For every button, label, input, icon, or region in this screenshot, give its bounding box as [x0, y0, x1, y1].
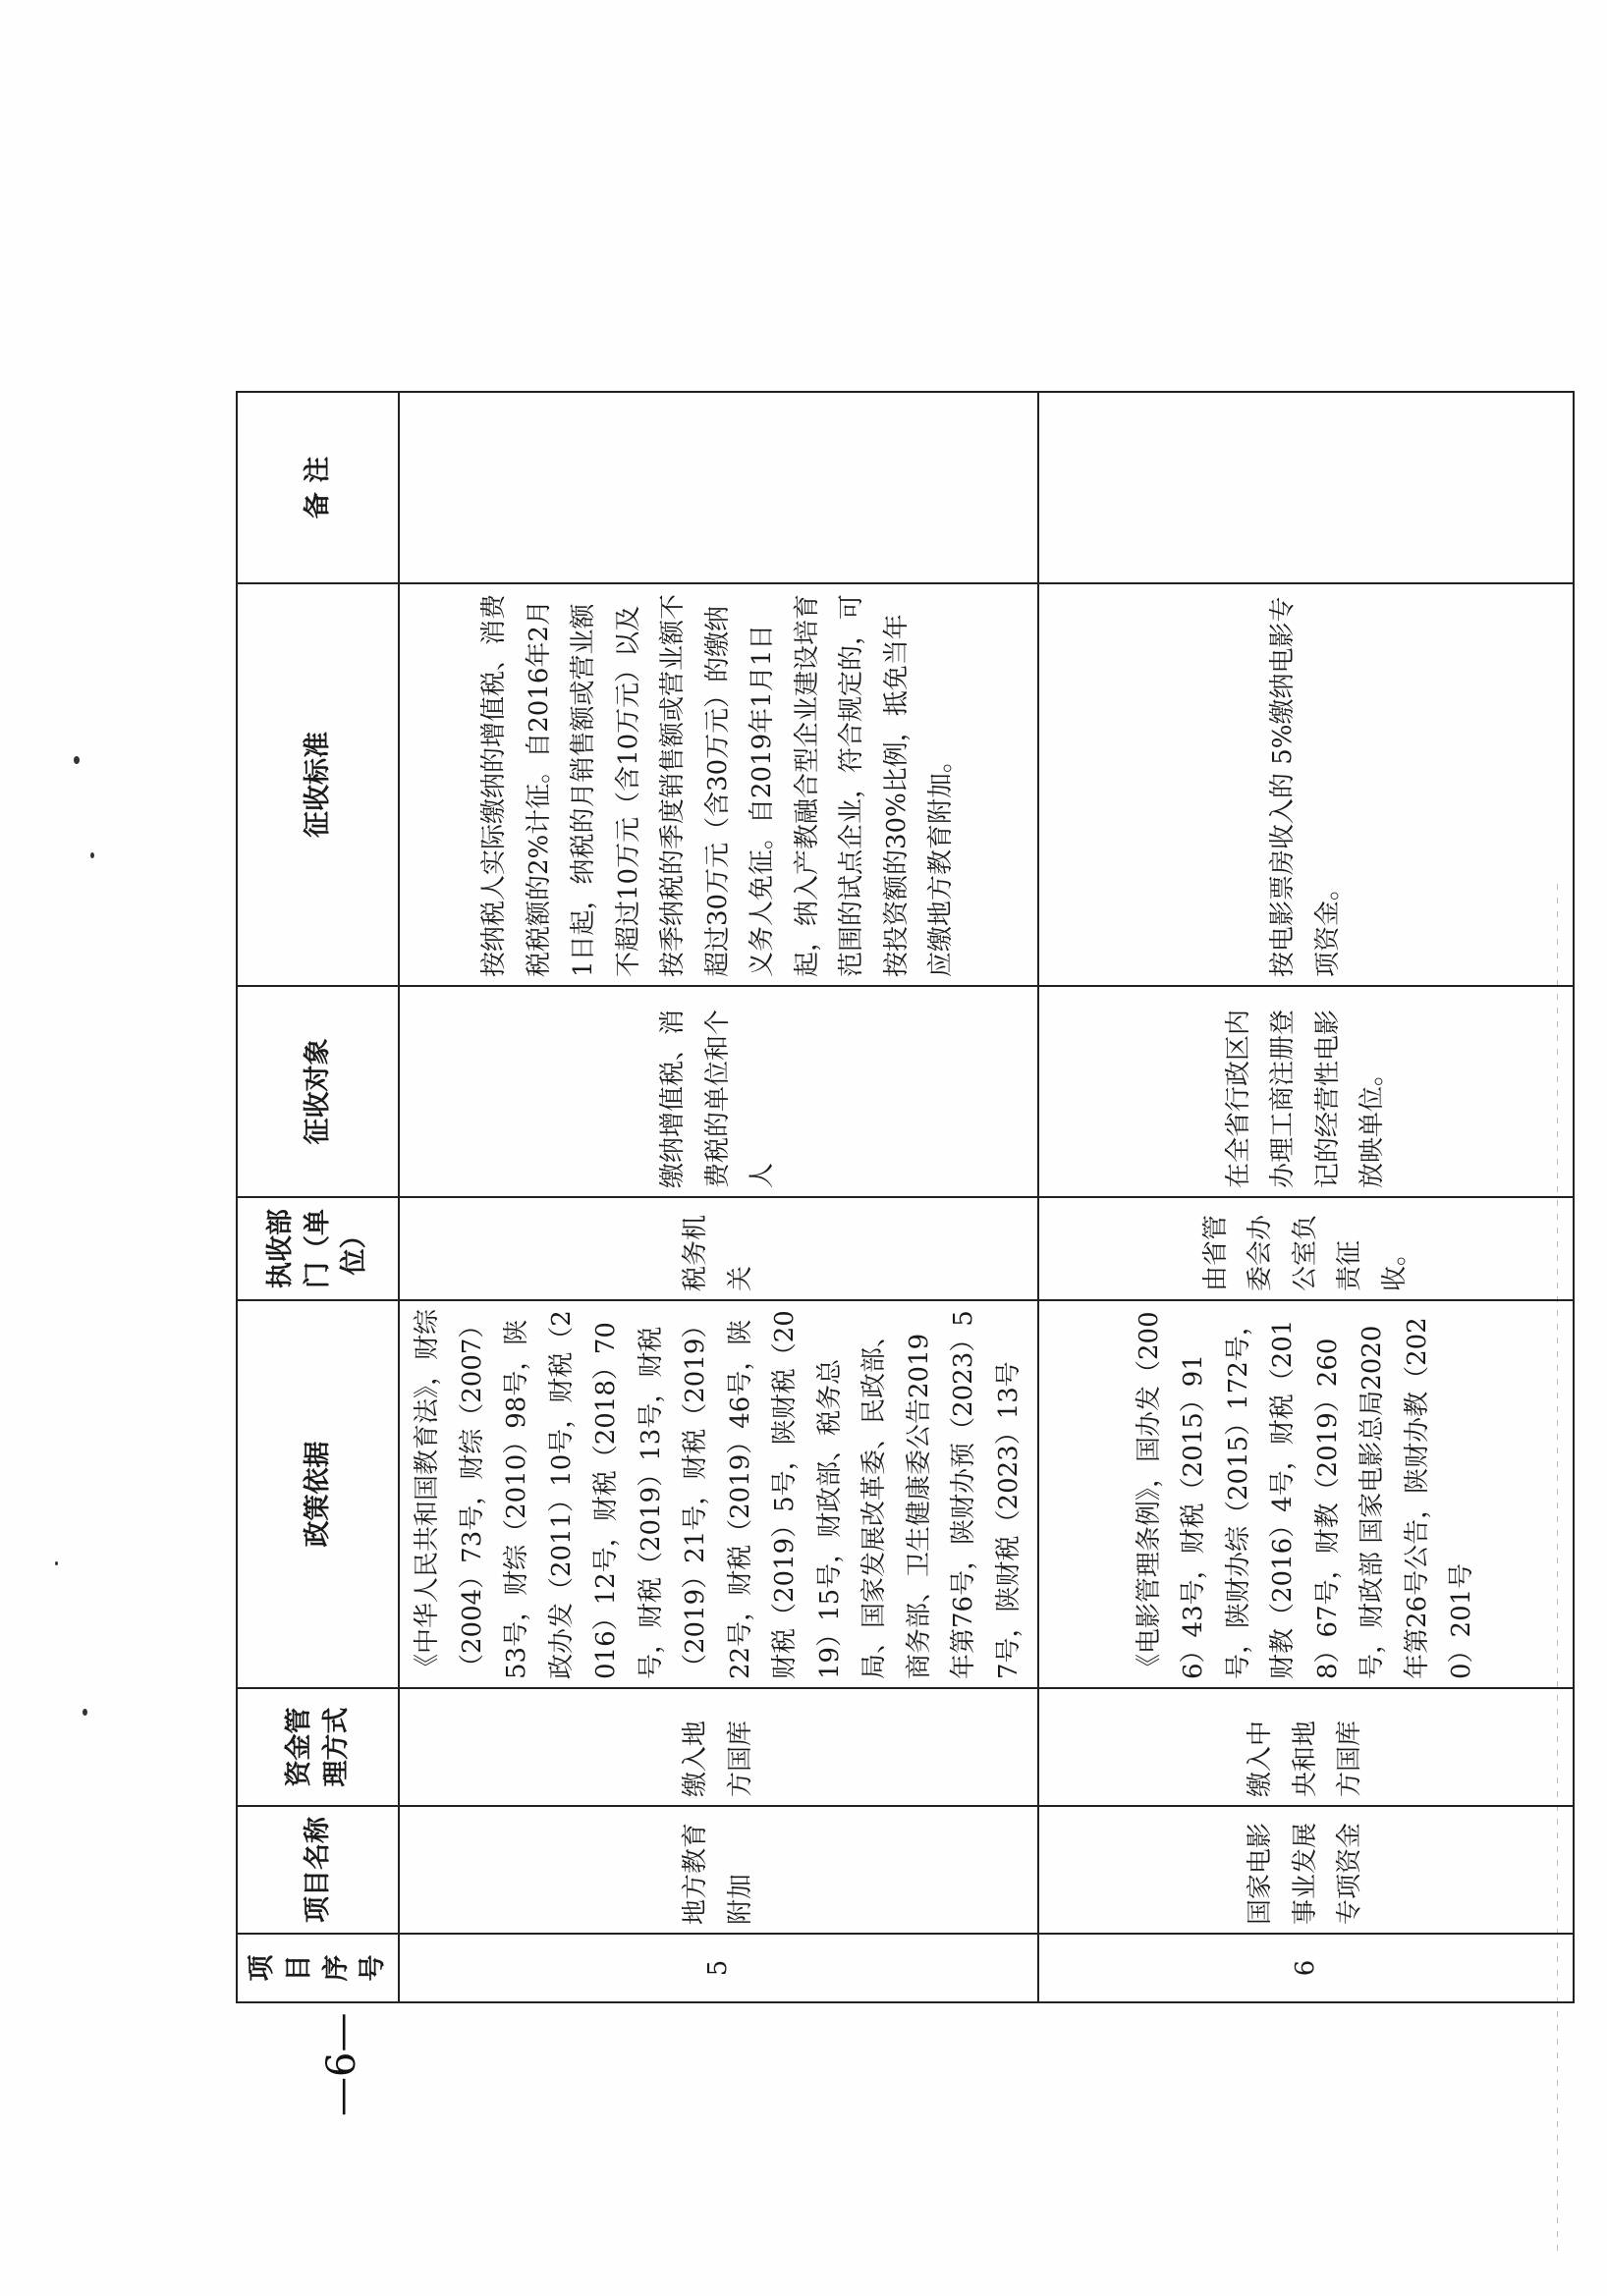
table-row [399, 392, 1038, 2002]
row-fund: 缴入中央和地方国库 [1038, 1688, 1574, 1806]
rotated-table-wrapper [236, 393, 1477, 2003]
scan-speck [83, 1709, 87, 1716]
scan-speck [74, 756, 80, 764]
row-policy: 《电影管理条例》，国办发（2006）43号，财税（2015）91号，陕财办综（2015）172号，财教（2016）4号，财税（2018）67号，财教（2019）260号，财政部 国家电影总局2020年第26号公告，陕财办教（2020）201号 [1038, 1300, 1574, 1688]
row-standard: 按电影票房收入的 5%缴纳电影专项资金。 [1038, 583, 1574, 986]
table-header-row [237, 392, 399, 2002]
scan-speck [90, 852, 94, 858]
row-dept: 由省管委会办公室负责征收。 [1038, 1197, 1574, 1300]
row-name: 地方教育附加 [399, 1806, 1038, 1934]
page-number-block [319, 1989, 378, 2116]
row-standard: 按纳税人实际缴纳的增值税、消费税税额的2%计征。自2016年2月1日起，纳税的月销售额或营业额不超过10万元（含10万元）以及按季纳税的季度销售额或营业额不超过30万元（含30万元）的缴纳义务人免征。自2019年1月1日起，纳入产教融合型企业建设培育范围的试点企业，符合规定的，可按投资额的30%比例，抵免当年应缴地方教育附加。 [399, 583, 1038, 986]
header-remark: 备 注 [237, 392, 399, 583]
header-name: 项目名称 [237, 1806, 399, 1934]
header-seq: 项目序号 [237, 1934, 399, 2002]
row-object: 缴纳增值税、消费税的单位和个人 [399, 986, 1038, 1197]
page-number: —6— [319, 2012, 364, 2116]
row-seq: 5 [399, 1934, 1038, 2002]
table-row [1038, 392, 1574, 2002]
row-dept: 税务机关 [399, 1197, 1038, 1300]
row-seq: 6 [1038, 1934, 1574, 2002]
row-fund: 缴入地方国库 [399, 1688, 1038, 1806]
row-remark [399, 392, 1038, 583]
header-policy: 政策依据 [237, 1300, 399, 1688]
header-dept: 执收部门（单位） [237, 1197, 399, 1300]
row-remark [1038, 392, 1574, 583]
header-fund: 资金管理方式 [237, 1688, 399, 1806]
scan-speck [55, 1561, 58, 1565]
row-name: 国家电影事业发展专项资金 [1038, 1806, 1574, 1934]
row-policy: 《中华人民共和国教育法》，财综（2004）73号，财综（2007）53号，财综（2010）98号，陕政办发（2011）10号，财税（2016）12号，财税（2018）70号，财税（2019）13号，财税（2019）21号，财税（2019）22号，财税（2019）46号，陕财税（2019）5号，陕财税（2019）15号，财政部、税务总局、国家发展改革委、民政部、商务部、卫生健康委公告2019年第76号，陕财办预（2023）57号，陕财税（2023）13号 [399, 1300, 1038, 1688]
header-object: 征收对象 [237, 986, 399, 1197]
row-object: 在全省行政区内办理工商注册登记的经营性电影放映单位。 [1038, 986, 1574, 1197]
header-standard: 征收标准 [237, 583, 399, 986]
fee-table [236, 391, 1575, 2003]
